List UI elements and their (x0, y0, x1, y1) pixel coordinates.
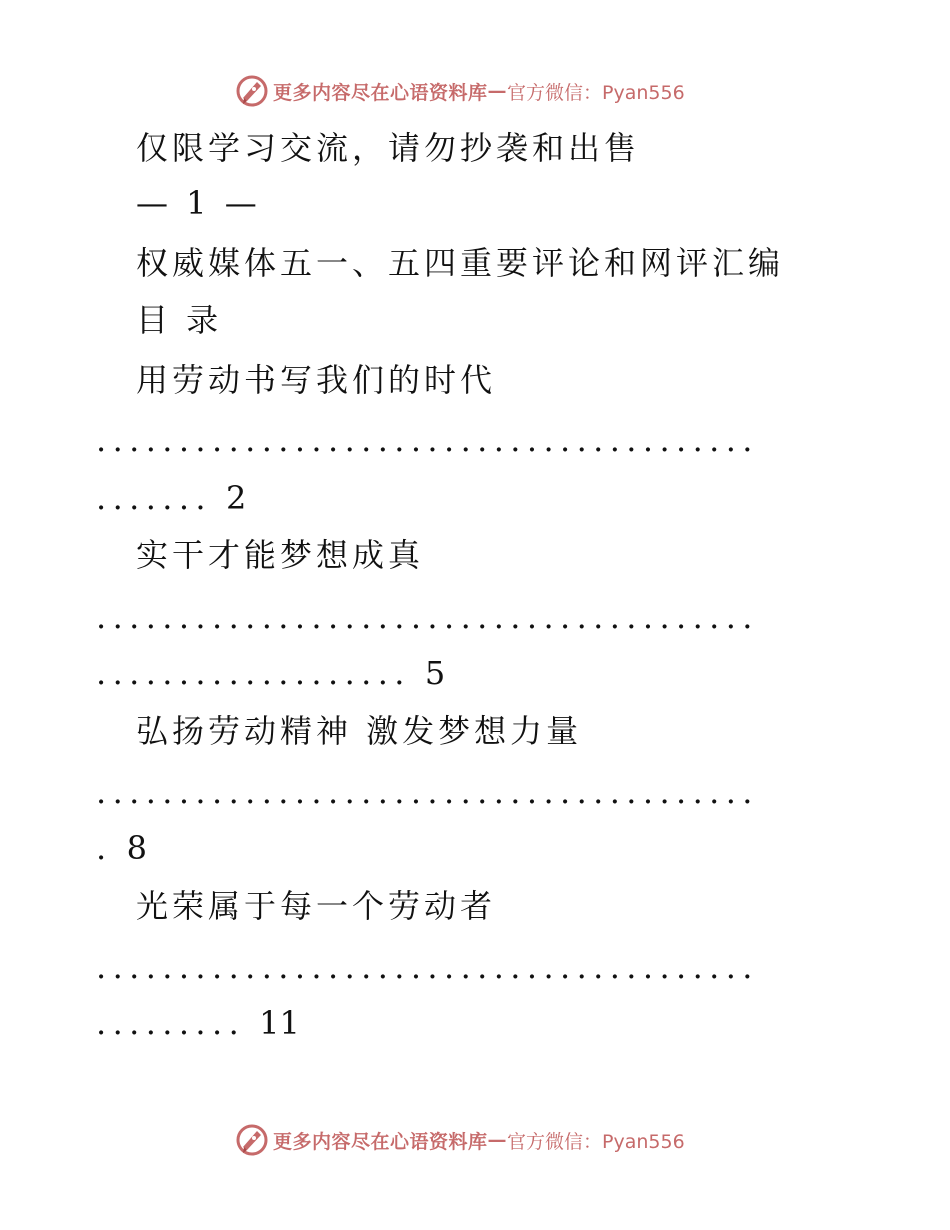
document-title: 权威媒体五一、五四重要评论和网评汇编 (136, 244, 785, 282)
pen-nib-logo-icon (235, 74, 269, 108)
toc-entry-title: 用劳动书写我们的时代 (136, 361, 497, 399)
pen-nib-logo-icon (235, 1123, 269, 1157)
toc-entry-page-line (96, 478, 246, 518)
notice-line: 仅限学习交流，请勿抄袭和出售 (136, 129, 641, 167)
watermark-suffix-text: 官方微信：Pyan556 (507, 81, 685, 104)
watermark-suffix-text: 官方微信：Pyan556 (507, 1130, 685, 1153)
watermark-header (235, 73, 685, 109)
toc-leader-dots: ........................................ (96, 773, 759, 811)
toc-entry-title: 弘扬劳动精神 激发梦想力量 (136, 712, 583, 750)
toc-leader-dots: ......... (96, 1004, 246, 1042)
toc-leader-dots: ........................................ (96, 421, 759, 459)
toc-page-number: 2 (226, 479, 247, 517)
toc-entry-page-line (96, 653, 445, 693)
page-marker: — 1 — (136, 184, 261, 222)
watermark-dash: — (487, 80, 508, 102)
toc-entry-page-line (96, 828, 147, 868)
toc-leader-dots: ....... (96, 479, 213, 517)
toc-page-number: 5 (424, 654, 446, 692)
toc-page-number: 11 (259, 1004, 300, 1042)
toc-entry-page-line (96, 1003, 300, 1043)
watermark-dash: — (487, 1129, 508, 1151)
watermark-main-text: 更多内容尽在心语资料库 (273, 1130, 488, 1153)
toc-leader-dots: ........................................ (96, 948, 759, 986)
toc-entry-title: 光荣属于每一个劳动者 (136, 887, 497, 925)
toc-leader-dots: ........................................ (96, 598, 759, 636)
toc-page-number: 8 (126, 829, 147, 867)
toc-leader-dots: ................... (96, 654, 411, 692)
watermark-footer (235, 1122, 685, 1158)
toc-leader-dots: . (96, 829, 113, 867)
toc-heading: 目 录 (136, 301, 223, 339)
watermark-main-text: 更多内容尽在心语资料库 (273, 81, 488, 104)
toc-entry-title: 实干才能梦想成真 (136, 536, 425, 574)
